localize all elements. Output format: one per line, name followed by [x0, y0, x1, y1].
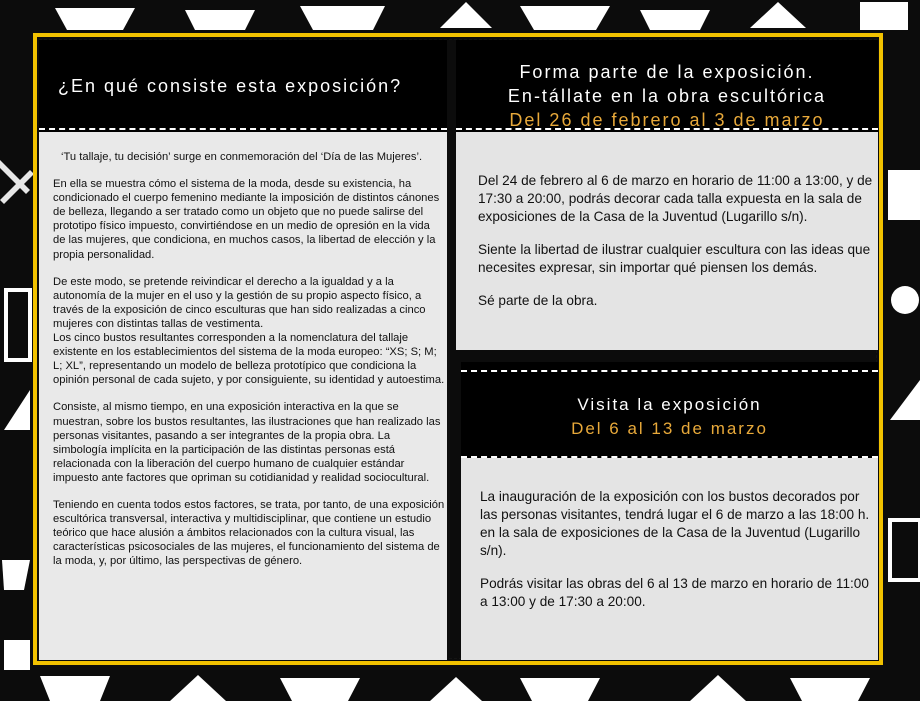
triangle-icon: [690, 675, 746, 701]
paragraph: Teniendo en cuenta todos estos factores, se trata, por tanto, de una exposición escultórica transversal, interactiva y multidisciplinar, que contiene un estudio teórico que hace alusión a ámbitos relacionados con la cultura visual, las características psicosociales de las mujeres, el funcionamiento del sistema de la moda, y, por último, las perspectivas de género.: [53, 498, 445, 568]
square-icon: [890, 520, 920, 580]
square-icon: [888, 170, 920, 220]
paragraph: Los cinco bustos resultantes corresponden a la nomenclatura del tallaje existente en los establecimientos del sistema de la moda europeo: “XS; S; M; L; XL”, representando un modelo de belleza prototípico que condiciona la opinión personal de cada sujeto, y por consiguiente, su identidad y autoestima.: [53, 332, 445, 387]
left-text: [53, 150, 445, 581]
circle-icon: [891, 286, 919, 314]
triangle-icon: [440, 2, 492, 28]
wash-tub-icon: [2, 560, 30, 590]
wash-tub-icon: [790, 678, 870, 701]
title-line: En-tállate en la obra escultórica: [507, 86, 827, 106]
dates-line: Del 6 al 13 de marzo: [571, 419, 768, 438]
right-top-title: [456, 60, 878, 132]
triangle-icon: [430, 677, 482, 701]
wash-tub-icon: [40, 676, 110, 701]
left-title: ¿En qué consiste esta exposición?: [58, 76, 403, 96]
wash-tub-icon: [280, 678, 360, 701]
paragraph: ‘Tu tallaje, tu decisión’ surge en conmemoración del ‘Día de las Mujeres’.: [61, 151, 423, 163]
right-top-text: [478, 172, 874, 325]
paragraph: La inauguración de la exposición con los bustos decorados por las personas visitantes, tendrá lugar el 6 de marzo a las 18:00 h. en la sala de exposiciones de la Casa de la Juventud (Lugarillo s/n).: [480, 489, 870, 558]
square-icon: [4, 640, 30, 670]
wash-tub-icon: [640, 10, 710, 30]
right-bottom-text: [480, 488, 870, 626]
triangle-icon: [170, 675, 226, 701]
cross-icon: [0, 160, 34, 204]
right-bottom-title: [461, 393, 878, 441]
wash-tub-icon: [520, 6, 610, 30]
triangle-icon: [750, 2, 806, 28]
wash-tub-icon: [300, 6, 385, 30]
triangle-icon: [890, 380, 920, 420]
paragraph: Sé parte de la obra.: [478, 293, 598, 308]
paragraph: De este modo, se pretende reivindicar el derecho a la igualdad y a la autonomía de la mujer en el uso y la gestión de su propio aspecto físico, a través de la exposición de cinco esculturas que han sido realizadas a cinco mujeres con distintas tallas de vestimenta.: [53, 275, 426, 330]
wash-tub-icon: [185, 10, 255, 30]
triangle-icon: [4, 390, 30, 430]
paragraph: Del 24 de febrero al 6 de marzo en horario de 11:00 a 13:00, y de 17:30 a 20:00, podrás decorar cada talla expuesta en la sala de exposiciones de la Casa de la Juventud (Lugarillo s/n).: [478, 173, 873, 224]
paragraph: Siente la libertad de ilustrar cualquier escultura con las ideas que necesites expresar, sin importar qué piensen los demás.: [478, 242, 871, 275]
square-icon: [860, 2, 908, 30]
paragraph: En ella se muestra cómo el sistema de la moda, desde su existencia, ha condicionado el cuerpo femenino mediante la imposición de distintos cánones de belleza, llegando a ser tratado como un objeto que no puede salirse del prototipo físico impuesto, convirtiéndose en un medio de opresión en la vida de las mujeres, que condiciona, en muchos casos, la libertad de elección y la propia personalidad.: [53, 178, 440, 261]
paragraph: Podrás visitar las obras del 6 al 13 de marzo en horario de 11:00 a 13:00 y de 17:30 a 20:00.: [480, 576, 869, 609]
dates-line: Del 26 de febrero al 3 de marzo: [509, 110, 825, 130]
title-line: Forma parte de la exposición.: [519, 62, 815, 82]
wash-tub-icon: [55, 8, 135, 30]
square-icon: [6, 290, 30, 360]
paragraph: Consiste, al mismo tiempo, en una exposición interactiva en la que se muestran, sobre los bustos resultantes, las ilustraciones que han realizado las personas visitantes, pasando a ser integrantes de la propia obra. La simbología implícita en la participación de las distintas personas está relacionada con la liberación del cuerpo humano de cualquier estándar impuesto ante factores que opriman su cotidianidad y realidad sociocultural.: [53, 401, 441, 484]
wash-tub-icon: [520, 678, 600, 701]
title-line: Visita la exposición: [577, 395, 762, 414]
